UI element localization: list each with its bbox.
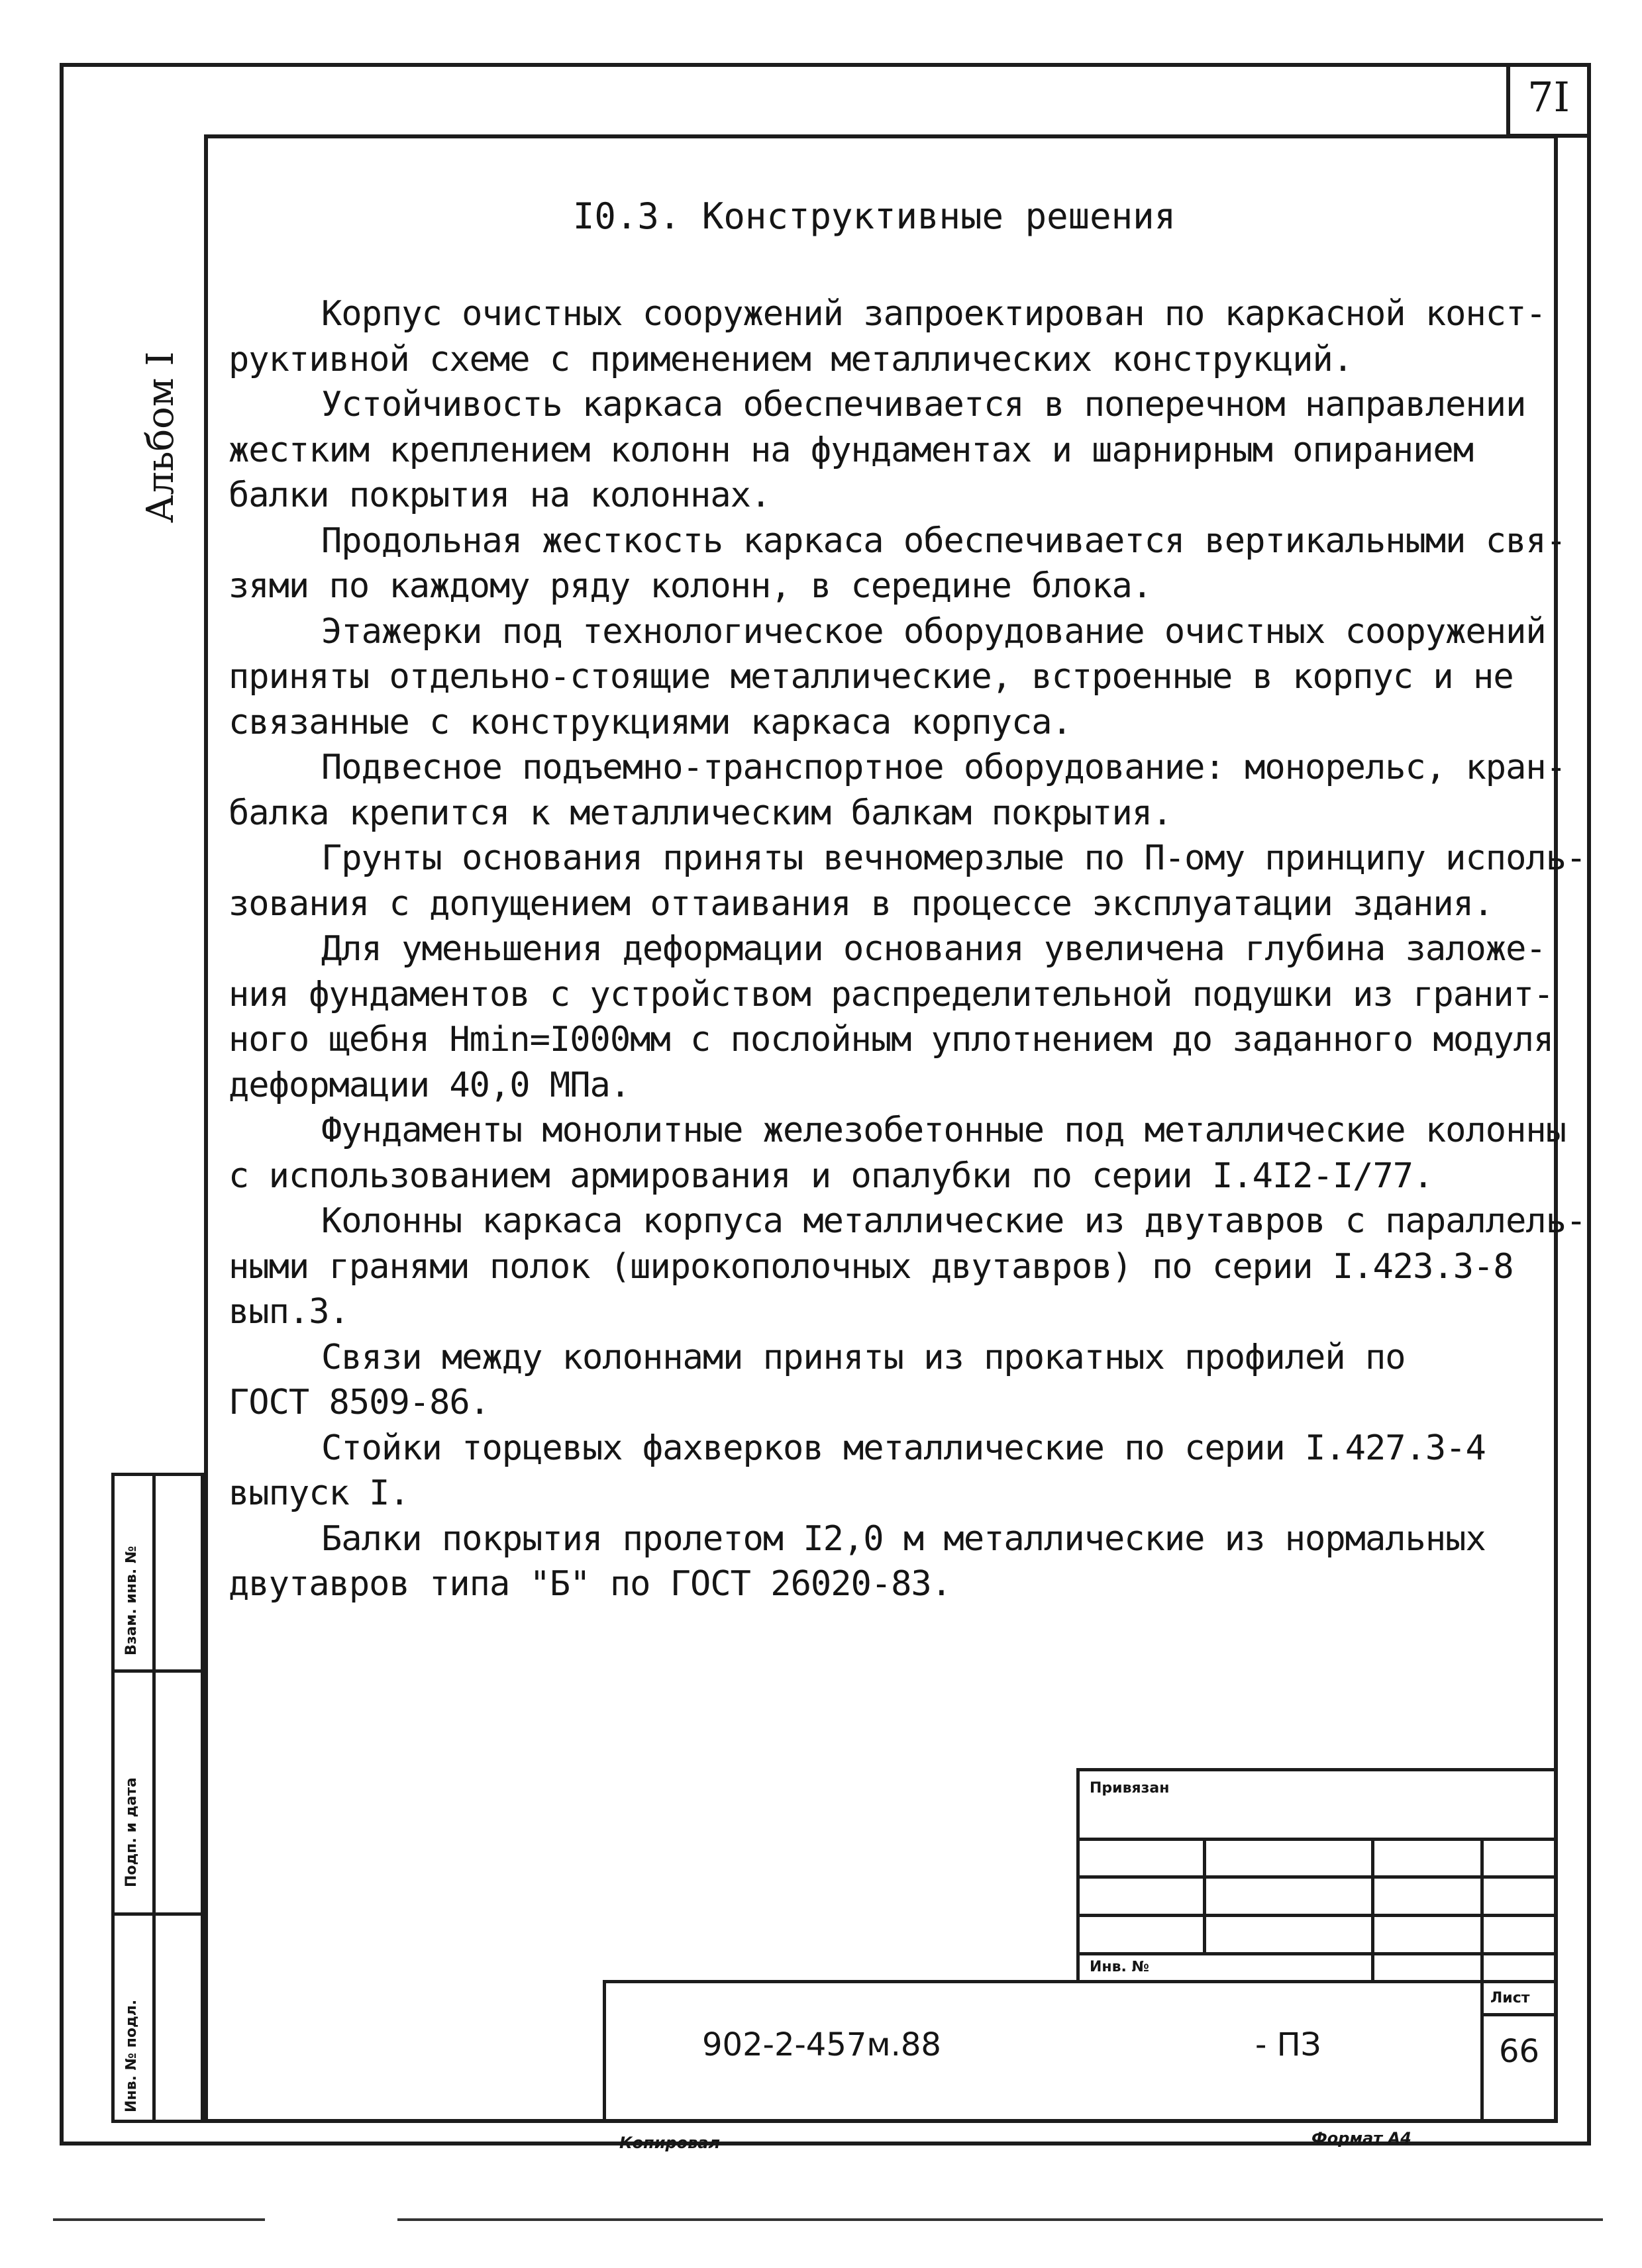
scan-mark (397, 2218, 1603, 2221)
page-number: 7I (1527, 73, 1570, 121)
copied-label: Копировал (619, 2134, 721, 2152)
body-line: приняты отдельно-стоящие металлические, встроенные в корпус и не (229, 657, 1514, 697)
body-line: Стойки торцевых фахверков металлические по серии I.427.3-4 (321, 1428, 1486, 1468)
body-line: ния фундаментов с устройством распределительной подушки из гранит- (229, 974, 1554, 1014)
tb-line (603, 1980, 1558, 1983)
tb-line (1076, 1838, 1558, 1841)
tb-line (1480, 2013, 1558, 2016)
body-line: ГОСТ 8509-86. (229, 1383, 489, 1422)
stamp-divider (152, 1473, 156, 2123)
tb-line (1076, 1952, 1558, 1955)
sheet-label: Лист (1490, 1990, 1530, 2006)
tb-line (1371, 1838, 1374, 1980)
tb-line (603, 1980, 606, 2123)
body-line: связанные с конструкциями каркаса корпуса. (229, 702, 1072, 742)
tb-line (1480, 1838, 1484, 1980)
stamp-row-divider (111, 1912, 204, 1916)
body-line: руктивной схеме с применением металлических конструкций. (229, 339, 1353, 379)
document-section: - ПЗ (1255, 2026, 1321, 2063)
stamp-podp-label: Подп. и дата (123, 1777, 140, 1887)
album-label: Альбом I (139, 351, 182, 523)
body-line: Для уменьшения деформации основания увеличена глубина заложе- (321, 929, 1546, 969)
body-line: Устойчивость каркаса обеспечивается в поперечном направлении (321, 385, 1526, 424)
body-line: зования с допущением оттаивания в процессе эксплуатации здания. (229, 883, 1494, 924)
body-line: двутавров типа "Б" по ГОСТ 26020-83. (229, 1564, 952, 1604)
sheet-number: 66 (1498, 2033, 1540, 2070)
body-text (229, 291, 1586, 1607)
body-line: ного щебня Hmin=I000мм с послойным уплотнением до заданного модуля (229, 1020, 1554, 1060)
format-label: Формат А4 (1311, 2129, 1411, 2147)
stamp-vzam-label: Взам. инв. № (123, 1546, 140, 1655)
body-line: балка крепится к металлическим балкам покрытия. (229, 793, 1172, 833)
stamp-inv-podl-label: Инв. № подл. (123, 1999, 140, 2112)
body-line: зями по каждому ряду колонн, в середине блока. (229, 566, 1153, 606)
tb-line (1076, 1875, 1558, 1879)
scan-mark (53, 2218, 265, 2221)
body-line: жестким креплением колонн на фундаментах и шарнирным опиранием (229, 430, 1474, 470)
stamp-row-divider (111, 1669, 204, 1673)
body-line: балки покрытия на колоннах. (229, 475, 771, 515)
body-line: с использованием армирования и опалубки по серии I.4I2-I/77. (229, 1156, 1433, 1196)
body-line: деформации 40,0 МПа. (229, 1065, 631, 1105)
body-line: Колонны каркаса корпуса металлические из двутавров с параллель- (321, 1201, 1586, 1241)
body-line: Подвесное подъемно-транспортное оборудование: монорельс, кран- (321, 748, 1566, 787)
body-line: Связи между колоннами приняты из прокатных профилей по (321, 1337, 1406, 1377)
tb-line (1076, 1768, 1558, 1771)
tb-line (1203, 1838, 1206, 1952)
tb-line (1076, 1768, 1080, 1980)
body-line: Корпус очистных сооружений запроектирован по каркасной конст- (321, 294, 1546, 334)
inv-no-label: Инв. № (1090, 1959, 1150, 1975)
document-code: 902-2-457м.88 (702, 2026, 941, 2063)
tb-line (1076, 1914, 1558, 1917)
body-line: вып.3. (229, 1292, 349, 1332)
body-line: ными гранями полок (широкополочных двутавров) по серии I.423.3-8 (229, 1246, 1514, 1287)
section-heading: I0.3. Конструктивные решения (572, 195, 1176, 237)
body-line: Этажерки под технологическое оборудование очистных сооружений (321, 611, 1546, 652)
privyazan-label: Привязан (1090, 1780, 1170, 1797)
body-line: Грунты основания приняты вечномерзлые по П-ому принципу исполь- (321, 838, 1586, 878)
body-line: Фундаменты монолитные железобетонные под металлические колонны (321, 1110, 1566, 1150)
body-line: выпуск I. (229, 1473, 409, 1513)
body-line: Продольная жесткость каркаса обеспечивается вертикальными свя- (321, 520, 1566, 561)
body-line: Балки покрытия пролетом I2,0 м металлические из нормальных (321, 1518, 1486, 1559)
